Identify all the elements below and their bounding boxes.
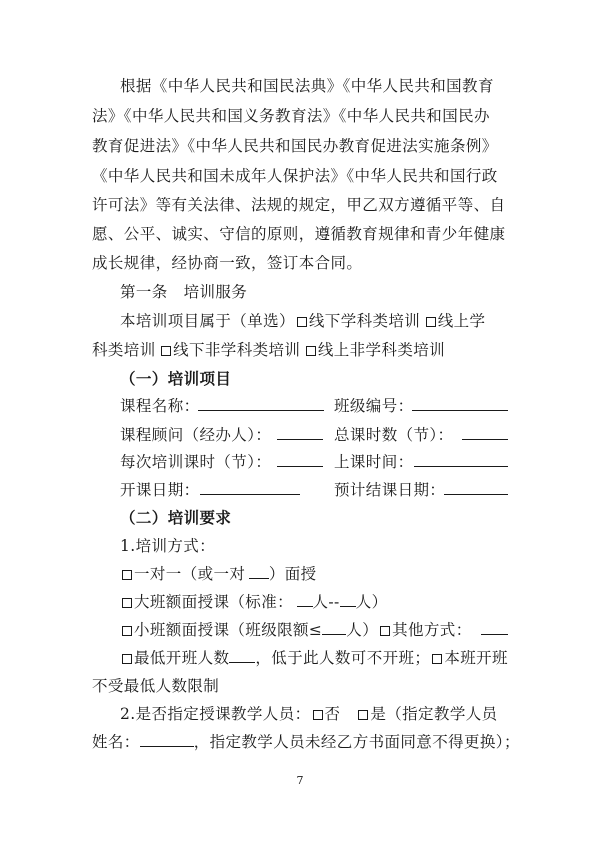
checkbox-teacher-yes[interactable] bbox=[358, 710, 368, 720]
preamble-line-4: 《中华人民共和国未成年人保护法》《中华人民共和国行政 bbox=[92, 167, 498, 185]
class-no-field[interactable] bbox=[412, 396, 508, 411]
one-on-one-label-a: 一对一（或一对 bbox=[134, 565, 246, 583]
training-type-intro: 本培训项目属于（单选） bbox=[120, 312, 295, 330]
one-on-n-field[interactable] bbox=[249, 564, 269, 579]
teacher-note: ，指定教学人员未经乙方书面同意不得更换）； bbox=[193, 733, 520, 751]
start-date-label: 开课日期： bbox=[120, 481, 200, 499]
large-class-line bbox=[120, 592, 388, 612]
advisor-label: 课程顾问（经办人）： bbox=[120, 426, 272, 444]
total-hours-field[interactable] bbox=[462, 425, 508, 440]
end-date-field[interactable] bbox=[444, 480, 508, 495]
checkbox-online-nonsubject[interactable] bbox=[306, 346, 316, 356]
no-min-label-a: 本班开班 bbox=[444, 649, 508, 667]
course-name-label: 课程名称： bbox=[120, 397, 200, 415]
small-class-limit-field[interactable] bbox=[322, 620, 346, 635]
checkbox-one-on-one[interactable] bbox=[122, 570, 132, 580]
large-class-label-c: 人） bbox=[355, 593, 388, 611]
total-hours-label: 总课时数（节）： bbox=[334, 426, 454, 444]
preamble-line-5: 许可法》等有关法律、法规的规定，甲乙双方遵循平等、自 bbox=[92, 196, 506, 214]
label-offline-subject: 线下学科类培训 bbox=[308, 312, 421, 330]
checkbox-offline-nonsubject[interactable] bbox=[161, 346, 171, 356]
teacher-name-line bbox=[92, 732, 520, 752]
checkbox-offline-subject[interactable] bbox=[297, 317, 307, 327]
designated-teacher-line bbox=[120, 704, 498, 724]
small-class-line bbox=[120, 620, 472, 640]
class-time-label: 上课时间： bbox=[334, 453, 414, 471]
large-class-max-field[interactable] bbox=[340, 592, 356, 607]
preamble-line-3: 教育促进法》《中华人民共和国民办教育促进法实施条例》 bbox=[92, 137, 498, 155]
preamble-line-1: 根据《中华人民共和国民法典》《中华人民共和国教育 bbox=[120, 77, 494, 95]
section-training-project-heading: （一）培训项目 bbox=[120, 370, 232, 388]
one-on-one-label-b: ）面授 bbox=[268, 565, 317, 583]
hours-per-session-field[interactable] bbox=[277, 452, 323, 467]
advisor-field[interactable] bbox=[277, 425, 323, 440]
teacher-yes-label: 是（指定教学人员 bbox=[370, 705, 498, 723]
other-mode-label: 其他方式： bbox=[392, 621, 472, 639]
checkbox-online-subject[interactable] bbox=[426, 317, 436, 327]
designated-teacher-label: 2.是否指定授课教学人员： bbox=[120, 705, 311, 723]
one-on-one-line bbox=[120, 564, 317, 584]
course-name-field[interactable] bbox=[198, 396, 324, 411]
label-online-subject-b: 科类培训 bbox=[92, 341, 156, 359]
checkbox-small-class[interactable] bbox=[122, 626, 132, 636]
page-number: 7 bbox=[296, 774, 304, 787]
teacher-no-label: 否 bbox=[324, 705, 341, 723]
small-class-label-a: 小班额面授课（班级限额≤ bbox=[134, 621, 323, 639]
large-class-label-b: 人-- bbox=[312, 593, 340, 611]
teacher-name-field[interactable] bbox=[140, 732, 194, 747]
teacher-name-label: 姓名： bbox=[92, 733, 140, 751]
class-no-label: 班级编号： bbox=[334, 397, 414, 415]
checkbox-min-class-size[interactable] bbox=[122, 654, 132, 664]
checkbox-other-mode[interactable] bbox=[380, 626, 390, 636]
min-size-label-b: ，低于此人数可不开班； bbox=[255, 649, 431, 667]
label-offline-nonsubject: 线下非学科类培训 bbox=[173, 341, 301, 359]
section-training-requirements-heading: （二）培训要求 bbox=[120, 509, 232, 527]
start-date-field[interactable] bbox=[200, 480, 300, 495]
no-min-size-line-2: 不受最低人数限制 bbox=[92, 677, 220, 695]
large-class-label-a: 大班额面授课（标准： bbox=[134, 593, 294, 611]
article-1-title: 第一条 培训服务 bbox=[120, 283, 248, 301]
min-class-size-field[interactable] bbox=[229, 648, 255, 663]
label-online-subject-a: 线上学 bbox=[437, 312, 486, 330]
label-online-nonsubject: 线上非学科类培训 bbox=[317, 341, 446, 359]
checkbox-no-min-size[interactable] bbox=[432, 654, 442, 664]
large-class-min-field[interactable] bbox=[297, 592, 313, 607]
hours-per-session-label: 每次培训课时（节）： bbox=[120, 453, 272, 471]
training-mode-label: 1.培训方式： bbox=[120, 537, 216, 555]
preamble-line-2: 法》《中华人民共和国义务教育法》《中华人民共和国民办 bbox=[92, 107, 490, 125]
class-time-field[interactable] bbox=[414, 452, 508, 467]
end-date-label: 预计结课日期： bbox=[334, 481, 446, 499]
min-size-label-a: 最低开班人数 bbox=[134, 649, 230, 667]
checkbox-teacher-no[interactable] bbox=[313, 710, 323, 720]
training-type-line bbox=[120, 311, 485, 331]
small-class-label-b: 人） bbox=[346, 621, 379, 639]
preamble-line-6: 愿、公平、诚实、守信的原则，遵循教育规律和青少年健康 bbox=[92, 225, 506, 243]
min-class-size-line bbox=[120, 648, 508, 668]
other-mode-field[interactable] bbox=[481, 620, 508, 635]
training-type-line-2 bbox=[92, 340, 445, 360]
checkbox-large-class[interactable] bbox=[122, 598, 132, 608]
preamble-line-7: 成长规律，经协商一致，签订本合同。 bbox=[92, 254, 363, 272]
